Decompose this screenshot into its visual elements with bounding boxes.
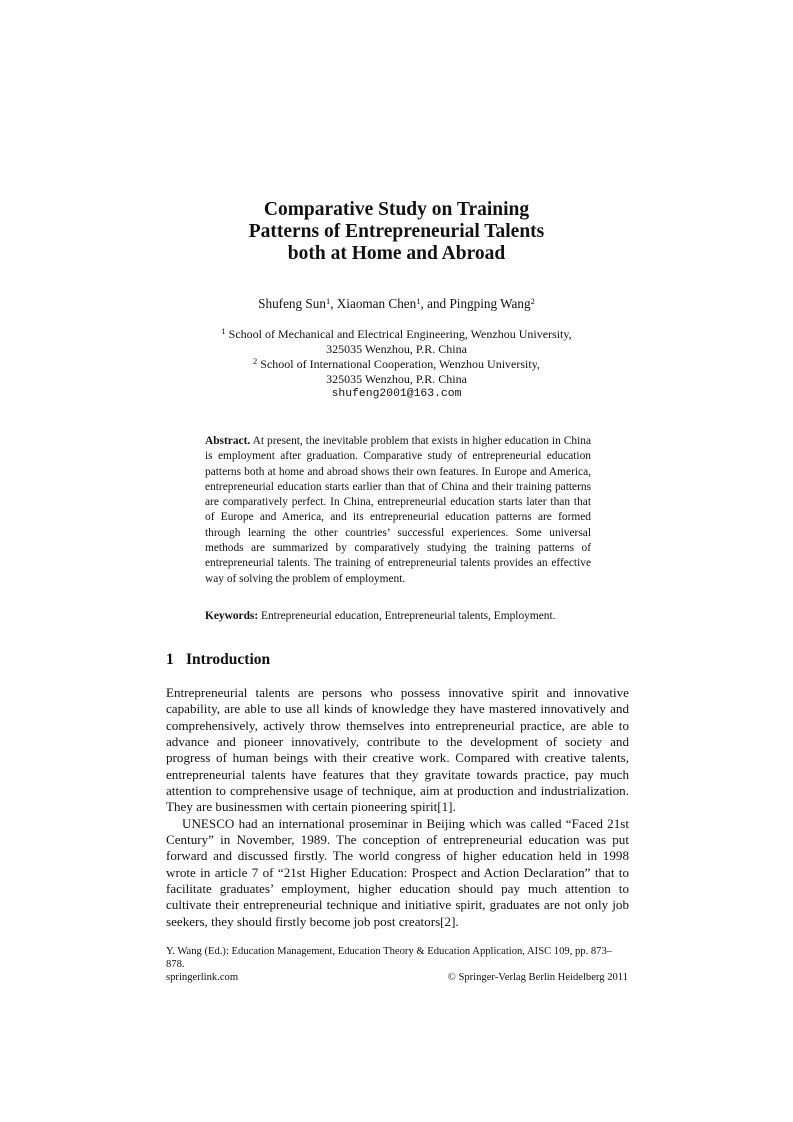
affiliation-text: School of Mechanical and Electrical Engineering, Wenzhou University, xyxy=(228,327,572,341)
author-name: Shufeng Sun xyxy=(258,296,326,311)
affiliation-address: 325035 Wenzhou, P.R. China xyxy=(326,372,467,386)
footer-citation: Y. Wang (Ed.): Education Management, Education Theory & Education Application, AISC 109, pp. 873–878. xyxy=(166,946,613,970)
title-line: Patterns of Entrepreneurial Talents xyxy=(248,221,545,242)
title-line: both at Home and Abroad xyxy=(287,243,506,264)
abstract-text: At present, the inevitable problem that exists in higher education in China is employment after graduation. Comparative study of entrepreneurial education patterns both at home and abroad shows their own features. In Europe and America, entrepreneurial education starts earlier than that of China and their training patterns are comparatively perfect. In China, entrepreneurial education starts later than that of Europe and America, and its entrepreneurial education patterns are formed through learning the other countries’ successful experiences. Some universal methods are summarized by comparatively studying the training patterns of entrepreneurial talents. The training of entrepreneurial talents provides an effective way of solving the problem of employment. xyxy=(205,435,592,585)
section-heading xyxy=(166,651,270,669)
author-affil-marker: 1 xyxy=(325,296,331,306)
section-number: 1 xyxy=(166,651,174,668)
author-separator: , xyxy=(330,296,337,311)
paper-title xyxy=(0,199,793,265)
affiliation-marker: 1 xyxy=(221,326,226,336)
author-name: Xiaoman Chen xyxy=(336,296,417,311)
author-affil-marker: 2 xyxy=(530,296,535,306)
affiliation-text: School of International Cooperation, Wenzhou University, xyxy=(260,357,540,371)
paragraph: Entrepreneurial talents are persons who possess innovative spirit and innovative capability, are able to use all kinds of knowledge they have mastered innovatively and comprehensively, actively throw themselves into entrepreneurial practice, are able to advance and pioneer innovatively, contribute to the development of society and progress of human beings with their creative work. Compared with creative talents, entrepreneurial talents have features that they gravitate towards practice, pay much attention to comprehensive usage of technique, aim at production and industrialization. They are businessmen with certain pioneering spirit[1]. xyxy=(166,685,629,815)
page-footer xyxy=(166,945,628,984)
affiliation-line xyxy=(0,357,793,372)
affiliation-marker: 2 xyxy=(253,356,258,366)
affiliation-line xyxy=(0,327,793,342)
abstract xyxy=(205,434,591,587)
abstract-label: Abstract. xyxy=(205,435,251,447)
footer-copyright: © Springer-Verlag Berlin Heidelberg 2011 xyxy=(447,972,628,983)
keywords-label: Keywords: xyxy=(205,610,259,622)
footer-row xyxy=(166,971,628,984)
paragraph: UNESCO had an international proseminar in Beijing which was called “Faced 21st Century” in November, 1989. The conception of entrepreneurial education was put forward and discussed firstly. The world congress of higher education held in 1998 wrote in article 7 of “21st Higher Education: Prospect and Action Declaration” that to facilitate graduates’ employment, higher education should pay much attention to cultivate their entrepreneurial technique and initiative spirit, graduates are not only job seekers, they should firstly become job post creators[2]. xyxy=(166,815,629,929)
keywords xyxy=(205,609,625,624)
affiliation-address: 325035 Wenzhou, P.R. China xyxy=(326,342,467,356)
body-text xyxy=(166,685,629,930)
author-separator: , and xyxy=(420,296,450,311)
keywords-text: Entrepreneurial education, Entrepreneurial talents, Employment. xyxy=(261,610,556,622)
author-list xyxy=(0,296,793,312)
title-line: Comparative Study on Training xyxy=(263,199,530,220)
footer-site[interactable]: springerlink.com xyxy=(166,972,239,983)
author-name: Pingping Wang xyxy=(449,296,531,311)
author-email[interactable]: shufeng2001@163.com xyxy=(331,388,462,400)
affiliations xyxy=(0,327,793,402)
author-affil-marker: 1 xyxy=(416,296,421,306)
section-title: Introduction xyxy=(186,651,271,668)
